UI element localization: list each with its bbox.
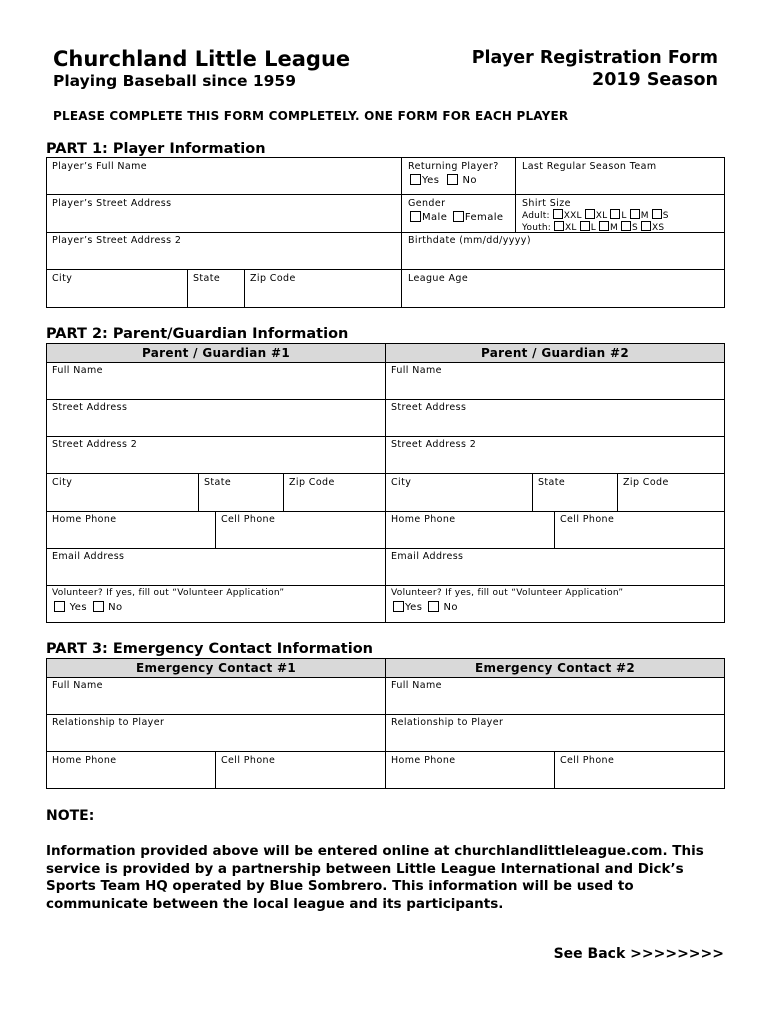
adult-size-label: Adult: [522, 211, 550, 221]
g2-volunteer-no-checkbox[interactable] [428, 601, 439, 612]
ec1-cell-phone-field[interactable]: Cell Phone [221, 755, 276, 766]
shirt-size-label: Shirt Size [522, 198, 571, 209]
g1-volunteer-yes-label: Yes [69, 602, 87, 613]
emergency2-header: Emergency Contact #2 [386, 659, 724, 677]
g2-email-field[interactable]: Email Address [391, 551, 464, 562]
gender-female-label: Female [464, 212, 504, 223]
player-city-field[interactable]: City [52, 273, 73, 284]
league-name: Churchland Little League [53, 47, 351, 71]
youth-s-checkbox[interactable] [621, 221, 631, 231]
g1-state-field[interactable]: State [204, 477, 232, 488]
g1-cell-phone-field[interactable]: Cell Phone [221, 514, 276, 525]
player-street-field[interactable]: Player’s Street Address [52, 198, 172, 209]
returning-yes-checkbox[interactable] [410, 174, 421, 185]
youth-l-label: L [590, 223, 596, 233]
youth-m-checkbox[interactable] [599, 221, 609, 231]
g2-home-phone-field[interactable]: Home Phone [391, 514, 456, 525]
g2-state-field[interactable]: State [538, 477, 566, 488]
league-tagline: Playing Baseball since 1959 [53, 72, 296, 90]
gender-label: Gender [408, 198, 446, 209]
player-zip-field[interactable]: Zip Code [250, 273, 296, 284]
guardian2-header: Parent / Guardian #2 [386, 344, 724, 362]
adult-s-checkbox[interactable] [652, 209, 662, 219]
g1-email-field[interactable]: Email Address [52, 551, 125, 562]
adult-xl-checkbox[interactable] [585, 209, 595, 219]
adult-m-label: M [640, 211, 649, 221]
adult-xxl-checkbox[interactable] [553, 209, 563, 219]
ec1-full-name-field[interactable]: Full Name [52, 680, 103, 691]
gender-female-checkbox[interactable] [453, 211, 464, 222]
instructions: PLEASE COMPLETE THIS FORM COMPLETELY. ONE FORM FOR EACH PLAYER [53, 109, 569, 123]
gender-male-label: Male [422, 212, 448, 223]
birthdate-field[interactable]: Birthdate (mm/dd/yyyy) [408, 235, 531, 246]
returning-no-label: No [462, 175, 477, 186]
g1-city-field[interactable]: City [52, 477, 73, 488]
g2-zip-field[interactable]: Zip Code [623, 477, 669, 488]
g1-full-name-field[interactable]: Full Name [52, 365, 103, 376]
youth-xs-checkbox[interactable] [641, 221, 651, 231]
adult-xxl-label: XXL [563, 211, 582, 221]
player-street2-field[interactable]: Player’s Street Address 2 [52, 235, 182, 246]
adult-l-label: L [621, 211, 627, 221]
youth-m-label: M [609, 223, 618, 233]
see-back-label: See Back >>>>>>>> [553, 946, 724, 962]
note-body: Information provided above will be entered online at churchlandlittleleague.com. This service is provided by a partnership between Little League International and Dick’s Sports Team HQ operated by Blue Sombrero. This information will be used to communicate between the local league and its participants. [46, 843, 704, 912]
g2-volunteer-no-label: No [443, 602, 458, 613]
g2-volunteer-yes-checkbox[interactable] [393, 601, 404, 612]
returning-yes-label: Yes [422, 175, 440, 186]
ec1-relationship-field[interactable]: Relationship to Player [52, 717, 165, 728]
adult-xl-label: XL [595, 211, 608, 221]
youth-l-checkbox[interactable] [580, 221, 590, 231]
youth-xs-label: XS [652, 223, 665, 233]
player-full-name-field[interactable]: Player’s Full Name [52, 161, 148, 172]
season-label: 2019 Season [592, 70, 718, 90]
note-heading: NOTE: [46, 808, 95, 824]
g1-volunteer-yes-checkbox[interactable] [54, 601, 65, 612]
adult-m-checkbox[interactable] [630, 209, 640, 219]
youth-xl-checkbox[interactable] [554, 221, 564, 231]
returning-player-label: Returning Player? [408, 161, 499, 172]
g1-street-field[interactable]: Street Address [52, 402, 128, 413]
g2-street2-field[interactable]: Street Address 2 [391, 439, 477, 450]
g2-volunteer-yes-label: Yes [405, 602, 423, 613]
gender-male-checkbox[interactable] [410, 211, 421, 222]
g1-street2-field[interactable]: Street Address 2 [52, 439, 138, 450]
g2-city-field[interactable]: City [391, 477, 412, 488]
youth-size-label: Youth: [522, 223, 551, 233]
g1-volunteer-label: Volunteer? If yes, fill out “Volunteer Application” [52, 588, 285, 598]
g1-volunteer-no-label: No [108, 602, 123, 613]
g1-home-phone-field[interactable]: Home Phone [52, 514, 117, 525]
youth-xl-label: XL [565, 223, 577, 233]
adult-l-checkbox[interactable] [610, 209, 620, 219]
form-title: Player Registration Form [471, 48, 718, 68]
adult-s-label: S [662, 211, 669, 221]
g2-volunteer-label: Volunteer? If yes, fill out “Volunteer Application” [391, 588, 624, 598]
league-age-field[interactable]: League Age [408, 273, 469, 284]
ec2-full-name-field[interactable]: Full Name [391, 680, 442, 691]
g2-cell-phone-field[interactable]: Cell Phone [560, 514, 615, 525]
guardian1-header: Parent / Guardian #1 [47, 344, 385, 362]
ec1-home-phone-field[interactable]: Home Phone [52, 755, 117, 766]
player-state-field[interactable]: State [193, 273, 221, 284]
last-season-team-field[interactable]: Last Regular Season Team [522, 161, 657, 172]
g2-street-field[interactable]: Street Address [391, 402, 467, 413]
part2-title: PART 2: Parent/Guardian Information [46, 326, 349, 342]
ec2-relationship-field[interactable]: Relationship to Player [391, 717, 504, 728]
emergency1-header: Emergency Contact #1 [47, 659, 385, 677]
g2-full-name-field[interactable]: Full Name [391, 365, 442, 376]
youth-s-label: S [632, 223, 638, 233]
returning-no-checkbox[interactable] [447, 174, 458, 185]
ec2-home-phone-field[interactable]: Home Phone [391, 755, 456, 766]
ec2-cell-phone-field[interactable]: Cell Phone [560, 755, 615, 766]
part3-title: PART 3: Emergency Contact Information [46, 641, 373, 657]
g1-zip-field[interactable]: Zip Code [289, 477, 335, 488]
part1-title: PART 1: Player Information [46, 141, 266, 157]
g1-volunteer-no-checkbox[interactable] [93, 601, 104, 612]
